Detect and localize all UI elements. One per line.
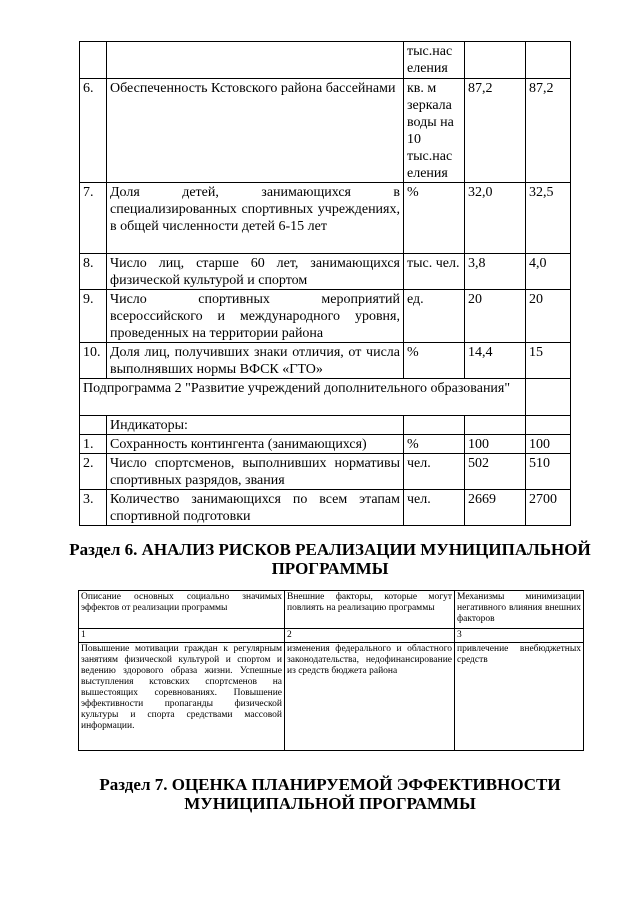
- indicator-value-1: 502: [465, 454, 526, 490]
- indicator-unit: %: [404, 183, 465, 254]
- row-number: 6.: [80, 79, 107, 183]
- row-number: 7.: [80, 183, 107, 254]
- empty-cell: [526, 379, 571, 416]
- indicator-unit: %: [404, 343, 465, 379]
- indicator-name: [107, 42, 404, 79]
- section-6-title: Раздел 6. АНАЛИЗ РИСКОВ РЕАЛИЗАЦИИ МУНИЦИПАЛЬНОЙ ПРОГРАММЫ: [69, 540, 591, 578]
- mitigation-mechanisms: привлечение внебюджетных средств: [455, 643, 584, 751]
- row-number: [80, 416, 107, 435]
- indicators-table: [79, 41, 571, 526]
- indicator-unit: тыс. чел.: [404, 254, 465, 290]
- column-number: 2: [285, 629, 455, 643]
- row-number: 3.: [80, 490, 107, 526]
- row-number: 2.: [80, 454, 107, 490]
- empty-cell: [465, 416, 526, 435]
- row-number: 1.: [80, 435, 107, 454]
- table-row: [80, 79, 571, 183]
- row-number: 10.: [80, 343, 107, 379]
- table-row: [80, 379, 571, 416]
- indicator-name: Число лиц, старше 60 лет, занимающихся физической культурой и спортом: [107, 254, 404, 290]
- effects-description: Повышение мотивации граждан к регулярным занятиям физической культурой и спортом и ведению здорового образа жизни. Успешные выступления кстовских спортсменов на вышестоящих соревнованиях. Повышение эффективности пропаганды физической культуры и спорта средствами массовой информации.: [79, 643, 285, 751]
- external-factors: изменения федерального и областного законодательства, недофинансирование из средств бюджета района: [285, 643, 455, 751]
- empty-cell: [526, 416, 571, 435]
- table-row: [80, 343, 571, 379]
- table-row: [80, 416, 571, 435]
- row-number: [80, 42, 107, 79]
- indicator-value-2: 32,5: [526, 183, 571, 254]
- table-row: [80, 254, 571, 290]
- section-7-title: Раздел 7. ОЦЕНКА ПЛАНИРУЕМОЙ ЭФФЕКТИВНОСТИ МУНИЦИПАЛЬНОЙ ПРОГРАММЫ: [99, 775, 561, 813]
- indicator-value-2: 4,0: [526, 254, 571, 290]
- indicator-value-2: 100: [526, 435, 571, 454]
- indicator-name: Число спортсменов, выполнивших нормативы спортивных разрядов, звания: [107, 454, 404, 490]
- indicator-value-2: [526, 42, 571, 79]
- indicator-name: Сохранность контингента (занимающихся): [107, 435, 404, 454]
- indicator-value-2: 87,2: [526, 79, 571, 183]
- indicator-value-1: [465, 42, 526, 79]
- indicator-value-2: 510: [526, 454, 571, 490]
- indicator-name: Доля детей, занимающихся в специализированных спортивных учреждениях, в общей численности детей 6-15 лет: [107, 183, 404, 254]
- indicator-unit: чел.: [404, 490, 465, 526]
- indicator-unit: чел.: [404, 454, 465, 490]
- table-row: [80, 435, 571, 454]
- table-row: [80, 183, 571, 254]
- table-row: [80, 490, 571, 526]
- indicator-unit: тыс.нас еления: [404, 42, 465, 79]
- table-row: [80, 290, 571, 343]
- indicator-value-2: 15: [526, 343, 571, 379]
- row-number: 9.: [80, 290, 107, 343]
- indicator-value-1: 14,4: [465, 343, 526, 379]
- column-number: 1: [79, 629, 285, 643]
- subprogram-title: Подпрограмма 2 "Развитие учреждений дополнительного образования": [80, 379, 526, 416]
- indicator-name: Число спортивных мероприятий всероссийского и международного уровня, проведенных на территории района: [107, 290, 404, 343]
- table-header-row: [79, 591, 584, 629]
- column-header: Описание основных социально значимых эффектов от реализации программы: [79, 591, 285, 629]
- indicators-label: Индикаторы:: [107, 416, 404, 435]
- empty-cell: [404, 416, 465, 435]
- indicator-value-1: 100: [465, 435, 526, 454]
- indicator-value-1: 32,0: [465, 183, 526, 254]
- row-number: 8.: [80, 254, 107, 290]
- indicator-value-2: 2700: [526, 490, 571, 526]
- table-row: [80, 42, 571, 79]
- indicator-value-2: 20: [526, 290, 571, 343]
- indicator-value-1: 3,8: [465, 254, 526, 290]
- table-row: [79, 643, 584, 751]
- indicator-value-1: 2669: [465, 490, 526, 526]
- column-header: Механизмы минимизации негативного влияния внешних факторов: [455, 591, 584, 629]
- risk-analysis-table: [78, 590, 584, 751]
- indicator-value-1: 20: [465, 290, 526, 343]
- table-row: [79, 629, 584, 643]
- indicator-name: Обеспеченность Кстовского района бассейнами: [107, 79, 404, 183]
- indicator-name: Количество занимающихся по всем этапам спортивной подготовки: [107, 490, 404, 526]
- column-header: Внешние факторы, которые могут повлиять на реализацию программы: [285, 591, 455, 629]
- indicator-unit: кв. м зеркала воды на 10 тыс.нас еления: [404, 79, 465, 183]
- table-row: [80, 454, 571, 490]
- column-number: 3: [455, 629, 584, 643]
- indicator-unit: ед.: [404, 290, 465, 343]
- indicator-name: Доля лиц, получивших знаки отличия, от числа выполнявших нормы ВФСК «ГТО»: [107, 343, 404, 379]
- indicator-unit: %: [404, 435, 465, 454]
- indicator-value-1: 87,2: [465, 79, 526, 183]
